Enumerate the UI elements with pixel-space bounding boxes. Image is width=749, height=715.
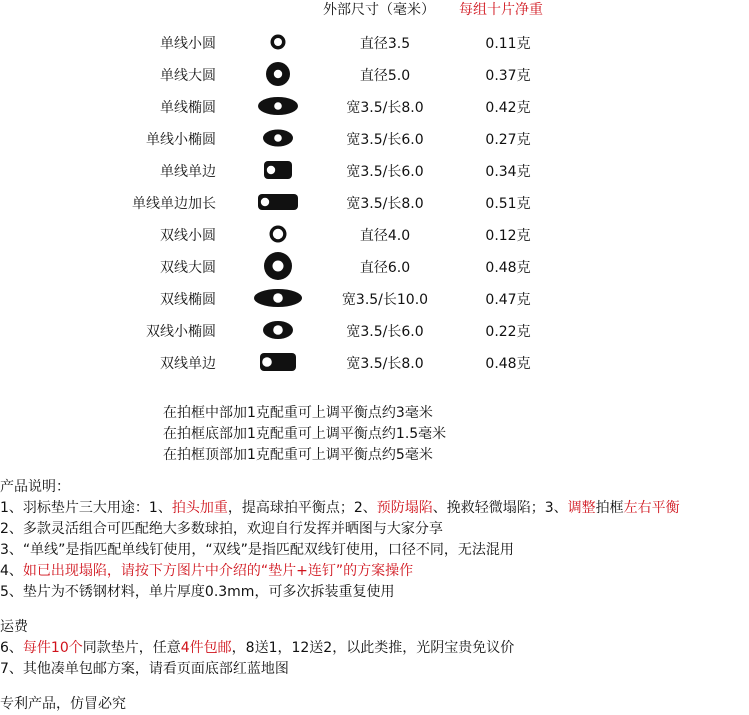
washer-name: 单线椭圆	[160, 100, 216, 116]
washer-row	[0, 154, 749, 186]
washer-size: 直径6.0	[359, 260, 411, 276]
description-line-3: 3、“单线”是指匹配单线钉使用，“双线”是指匹配双线钉使用，口径不同，无法混用	[0, 542, 514, 558]
washer-name: 单线单边加长	[132, 196, 216, 212]
balance-note-bottom: 在拍框底部加1克配重可上调平衡点约1.5毫米	[163, 426, 447, 442]
ring-s2-washer-icon	[253, 218, 303, 250]
weight-column-header: 每组十片净重	[459, 2, 543, 18]
ellipse-l-washer-icon	[253, 282, 303, 314]
washer-row	[0, 186, 749, 218]
washer-size: 直径3.5	[359, 36, 411, 52]
description-title: 产品说明：	[0, 479, 70, 495]
washer-size: 直径5.0	[359, 68, 411, 84]
washer-name: 单线小圆	[160, 36, 216, 52]
washer-size: 宽3.5/长10.0	[341, 292, 429, 308]
balance-notes	[163, 403, 446, 466]
washer-row	[0, 346, 749, 378]
washer-row	[0, 90, 749, 122]
shipping-line-6: 6、每件10个同款垫片，任意4件包邮，8送1，12送2，以此类推，光阴宝贵免议价	[0, 640, 515, 656]
ring-s-washer-icon	[253, 26, 303, 58]
shipping-line-7: 7、其他凑单包邮方案，请看页面底部红蓝地图	[0, 661, 289, 677]
washer-row	[0, 26, 749, 58]
washer-size: 宽3.5/长8.0	[346, 100, 424, 116]
description-line-2: 2、多款灵活组合可匹配绝大多数球拍，欢迎自行发挥并晒图与大家分享	[0, 521, 443, 537]
washer-size: 宽3.5/长6.0	[346, 132, 424, 148]
washer-weight: 0.37克	[485, 68, 531, 84]
washer-weight: 0.48克	[485, 356, 531, 372]
washer-weight: 0.22克	[485, 324, 531, 340]
washer-name: 双线椭圆	[160, 292, 216, 308]
description-line-5: 5、垫片为不锈钢材料，单片厚度0.3mm，可多次拆装重复使用	[0, 584, 395, 600]
washer-name: 单线小椭圆	[146, 132, 216, 148]
washer-name: 双线大圆	[160, 260, 216, 276]
side-l2-washer-icon	[253, 346, 303, 378]
washer-size: 直径4.0	[359, 228, 411, 244]
washer-row	[0, 250, 749, 282]
ring-l-washer-icon	[253, 58, 303, 90]
size-column-header: 外部尺寸（毫米）	[323, 2, 435, 18]
ellipse-s-washer-icon	[253, 122, 303, 154]
washer-name: 双线单边	[160, 356, 216, 372]
ellipse-s2-washer-icon	[253, 314, 303, 346]
washer-size: 宽3.5/长8.0	[346, 196, 424, 212]
washer-weight: 0.12克	[485, 228, 531, 244]
washer-row	[0, 314, 749, 346]
ellipse-m-washer-icon	[253, 90, 303, 122]
washer-weight: 0.27克	[485, 132, 531, 148]
washer-row	[0, 122, 749, 154]
washer-size: 宽3.5/长6.0	[346, 164, 424, 180]
washer-name: 单线大圆	[160, 68, 216, 84]
washer-size: 宽3.5/长8.0	[346, 356, 424, 372]
washer-weight: 0.51克	[485, 196, 531, 212]
balance-note-top: 在拍框顶部加1克配重可上调平衡点约5毫米	[163, 447, 433, 463]
ring-l2-washer-icon	[253, 250, 303, 282]
washer-weight: 0.48克	[485, 260, 531, 276]
shipping-title: 运费	[0, 619, 28, 635]
washer-row	[0, 218, 749, 250]
washer-weight: 0.11克	[485, 36, 531, 52]
description-line-4: 4、如已出现塌陷，请按下方图片中介绍的“垫片+连钉”的方案操作	[0, 563, 414, 579]
patent-notice: 专利产品，仿冒必究	[0, 696, 126, 712]
washer-size: 宽3.5/长6.0	[346, 324, 424, 340]
washer-weight: 0.47克	[485, 292, 531, 308]
washer-weight: 0.34克	[485, 164, 531, 180]
balance-note-middle: 在拍框中部加1克配重可上调平衡点约3毫米	[163, 405, 433, 421]
side-l-washer-icon	[253, 186, 303, 218]
side-s-washer-icon	[253, 154, 303, 186]
washer-name: 单线单边	[160, 164, 216, 180]
description-line-1: 1、羽标垫片三大用途：1、拍头加重，提高球拍平衡点；2、预防塌陷、挽救轻微塌陷；3、调整拍框左右平衡	[0, 500, 680, 516]
washer-name: 双线小椭圆	[146, 324, 216, 340]
washer-name: 双线小圆	[160, 228, 216, 244]
washer-row	[0, 58, 749, 90]
washer-row	[0, 282, 749, 314]
washer-weight: 0.42克	[485, 100, 531, 116]
